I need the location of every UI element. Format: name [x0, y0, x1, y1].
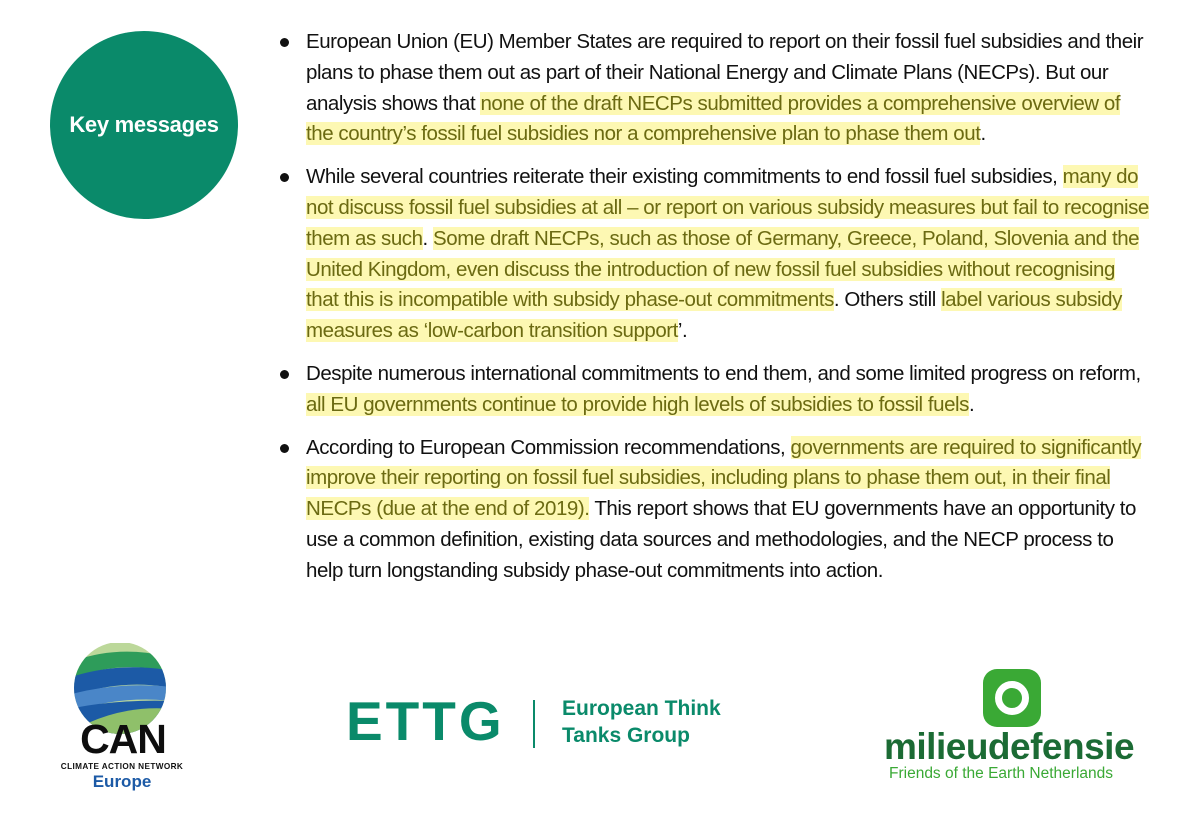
bullet-text: .: [422, 226, 434, 250]
key-messages-badge: [50, 31, 238, 219]
bullet-text: .: [968, 392, 975, 416]
ettg-logo-line1: European Think: [562, 697, 721, 720]
bullet-item-4: [270, 433, 1150, 587]
bullet-text: .: [980, 122, 986, 146]
milieudefensie-tagline: Friends of the Earth Netherlands: [889, 765, 1114, 782]
bullet-text: ’.: [677, 319, 688, 343]
ettg-logo-word: ETTG: [346, 690, 505, 752]
highlighted-text: label various subsidy measures as ‘low-carbon transition support: [306, 288, 1122, 343]
key-messages-title: Key messages: [69, 112, 219, 137]
highlighted-text: many do not discuss fossil fuel subsidies at all – or report on various subsidy measures but fail to recognise them as such: [306, 165, 1149, 250]
bullet-text: European Union (EU) Member States are required to report on their fossil fuel subsidies and their plans to phase them out as part of their National Energy and Climate Plans (NECPs). But our analysis shows that: [306, 30, 1144, 115]
milieudefensie-ring-icon: [983, 669, 1041, 727]
bullet-text: This report shows that EU governments have an opportunity to use a common definition, existing data sources and methodologies, and the NECP process to help turn longstanding subsidy phase-out commitments into action.: [306, 497, 1136, 582]
ettg-logo-line2: Tanks Group: [562, 724, 690, 747]
can-logo-region: Europe: [92, 772, 152, 791]
can-logo-word: CAN: [80, 716, 166, 762]
bullet-item-2: [270, 162, 1150, 347]
milieudefensie-logo-word: milieudefensie: [884, 726, 1135, 767]
bullet-dot-icon: [280, 370, 289, 379]
highlighted-text: all EU governments continue to provide high levels of subsidies to fossil fuels: [306, 392, 969, 416]
bullet-text: According to European Commission recommendations,: [306, 435, 791, 459]
ettg-logo-divider: [533, 700, 535, 748]
bullet-text: . Others still: [833, 288, 942, 312]
highlighted-text: Some draft NECPs, such as those of Germany, Greece, Poland, Slovenia and the United Kingdom, even discuss the introduction of new fossil fuel subsidies without recognising that this is incompatible with subsidy phase-out commitments: [306, 226, 1140, 312]
bullet-dot-icon: [280, 444, 289, 453]
highlighted-text: none of the draft NECPs submitted provides a comprehensive overview of the country’s fossil fuel subsidies nor a comprehensive plan to phase them out: [306, 91, 1121, 146]
highlighted-text: governments are required to significantly improve their reporting on fossil fuel subsidies, including plans to phase them out, in their final NECPs (due at the end of 2019).: [306, 435, 1142, 521]
key-messages-list: [270, 27, 1150, 599]
bullet-dot-icon: [280, 38, 289, 47]
can-logo-subtitle: CLIMATE ACTION NETWORK: [60, 762, 184, 771]
bullet-item-3: [270, 359, 1150, 421]
bullet-text: While several countries reiterate their existing commitments to end fossil fuel subsidies,: [306, 165, 1063, 189]
bullet-dot-icon: [280, 173, 289, 182]
bullet-text: Despite numerous international commitments to end them, and some limited progress on reform,: [306, 361, 1141, 385]
bullet-item-1: [270, 27, 1150, 150]
